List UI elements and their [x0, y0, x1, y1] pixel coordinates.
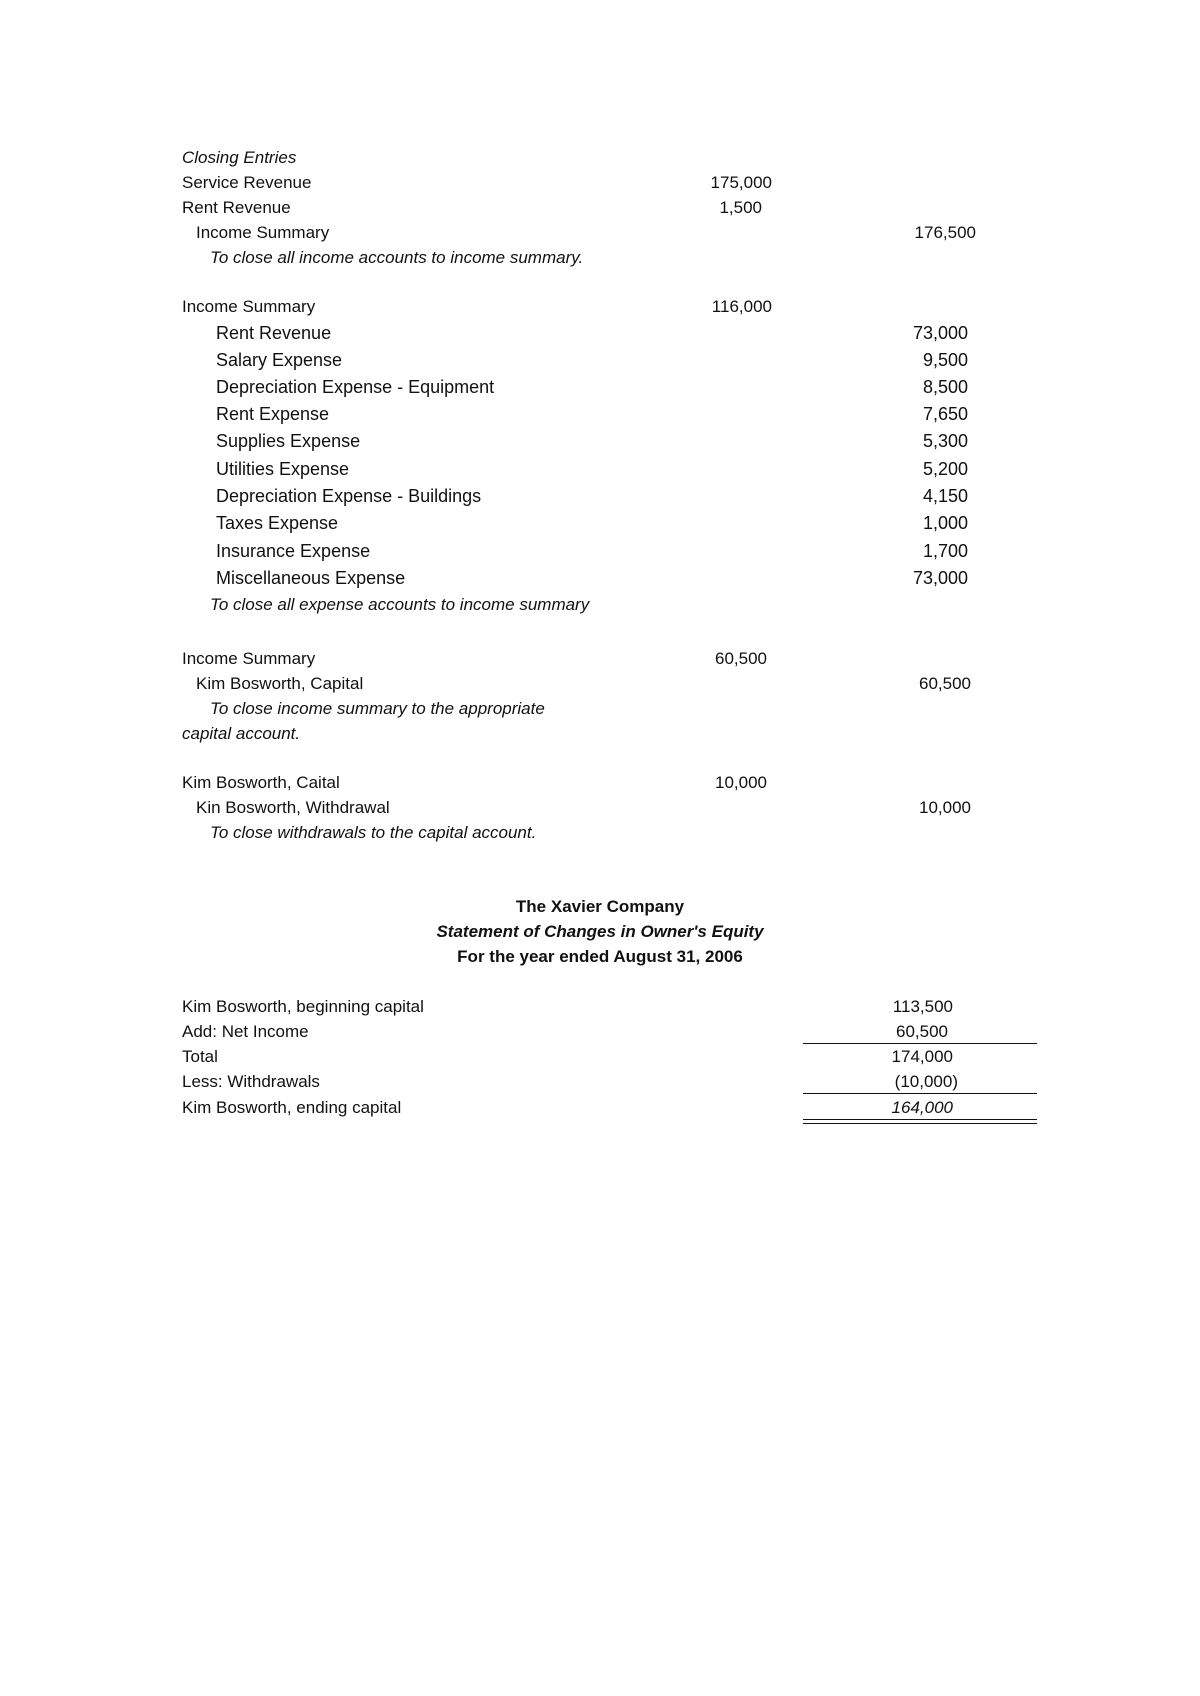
- entry2-debit-amount: 116,000: [711, 297, 772, 316]
- statement-company: The Xavier Company: [515, 897, 685, 916]
- entry1-credit-amount: 176,500: [914, 223, 976, 242]
- entry2-credit-amount: 4,150: [922, 486, 968, 506]
- entry2-credit-amount: 8,500: [922, 377, 968, 397]
- statement-row-amount: 164,000: [891, 1098, 953, 1117]
- entry2-credit-label: Salary Expense: [216, 350, 343, 370]
- entry1-credit-label: Income Summary: [196, 223, 330, 242]
- entry1-debit1-label: Service Revenue: [182, 173, 312, 192]
- statement-title: Statement of Changes in Owner's Equity: [436, 922, 764, 941]
- entry1-memo: To close all income accounts to income summary.: [210, 248, 584, 267]
- statement-row-label: Kim Bosworth, ending capital: [182, 1098, 402, 1117]
- entry2-credit-amount: 5,200: [922, 459, 968, 479]
- entry4-debit-amount: 10,000: [715, 773, 767, 792]
- entry2-credit-amount: 9,500: [922, 350, 968, 370]
- statement-row-amount: (10,000): [894, 1072, 958, 1091]
- entry4-memo: To close withdrawals to the capital account.: [210, 823, 537, 842]
- entry2-credit-label: Rent Expense: [216, 404, 330, 424]
- entry2-credit-amount: 1,000: [922, 513, 968, 533]
- entry2-credit-amount: 73,000: [912, 568, 968, 588]
- entry4-debit-label: Kim Bosworth, Caital: [182, 773, 340, 792]
- entry3-debit-label: Income Summary: [182, 649, 316, 668]
- entry1-debit2-amount: 1,500: [719, 198, 762, 217]
- statement-row-amount: 174,000: [891, 1047, 953, 1066]
- entry2-credit-label: Miscellaneous Expense: [216, 568, 406, 588]
- entry2-credit-label: Depreciation Expense - Buildings: [216, 486, 482, 506]
- statement-row-amount: 60,500: [896, 1022, 948, 1041]
- closing-entries-heading: Closing Entries: [182, 148, 297, 167]
- subtotal-rule: [803, 1093, 1037, 1094]
- entry2-credit-amount: 73,000: [912, 323, 968, 343]
- statement-row-label: Add: Net Income: [182, 1022, 309, 1041]
- entry2-credit-amount: 5,300: [922, 431, 968, 451]
- entry4-credit-amount: 10,000: [919, 798, 971, 817]
- statement-row-amount: 113,500: [892, 997, 953, 1016]
- entry2-credit-amount: 1,700: [922, 541, 968, 561]
- entry3-debit-amount: 60,500: [715, 649, 767, 668]
- statement-row-label: Less: Withdrawals: [182, 1072, 320, 1091]
- entry2-credit-label: Rent Revenue: [216, 323, 332, 343]
- statement-row-label: Total: [182, 1047, 218, 1066]
- statement-period: For the year ended August 31, 2006: [457, 947, 743, 966]
- entry3-credit-amount: 60,500: [919, 674, 971, 693]
- total-rule: [803, 1043, 1037, 1044]
- double-rule-bottom: [803, 1123, 1037, 1124]
- statement-row-label: Kim Bosworth, beginning capital: [182, 997, 424, 1016]
- entry1-debit1-amount: 175,000: [710, 173, 772, 192]
- entry2-credit-label: Insurance Expense: [216, 541, 371, 561]
- entry3-memo-line1: To close income summary to the appropriate: [210, 699, 545, 718]
- entry2-credit-label: Taxes Expense: [216, 513, 339, 533]
- entry2-credit-label: Supplies Expense: [216, 431, 361, 451]
- entry2-credit-label: Depreciation Expense - Equipment: [216, 377, 495, 397]
- double-rule-top: [803, 1119, 1037, 1120]
- entry3-credit-label: Kim Bosworth, Capital: [196, 674, 364, 693]
- entry2-credit-amount: 7,650: [922, 404, 968, 424]
- entry4-credit-label: Kin Bosworth, Withdrawal: [196, 798, 390, 817]
- entry3-memo-line2: capital account.: [182, 724, 301, 743]
- entry2-credit-label: Utilities Expense: [216, 459, 350, 479]
- entry1-debit2-label: Rent Revenue: [182, 198, 291, 217]
- entry2-debit-label: Income Summary: [182, 297, 316, 316]
- entry2-memo: To close all expense accounts to income summary: [210, 595, 590, 614]
